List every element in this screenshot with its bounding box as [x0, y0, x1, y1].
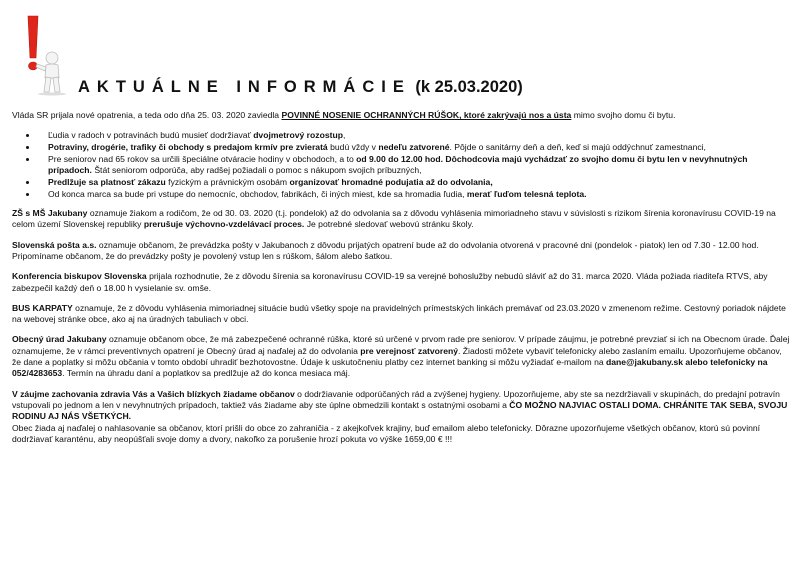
post-name: Slovenská pošta a.s.: [12, 239, 97, 250]
title-date: (k 25.03.2020): [415, 78, 523, 96]
item-text: ,: [342, 130, 346, 141]
exclamation-figure-icon: [22, 14, 72, 96]
office-text-2: . Žiadosti môžete vybaviť telefonicky alebo zaslaním emailu. Upozorňujeme občanov, že dane a poplatky si môžu občania v tomto období uhradiť bezhotovostne. Údaje k uskutočneniu platby cez internet banking si môžu vyžiadať e-mailom na: [12, 345, 782, 368]
bus-text: oznamuje, že z dôvodu vyhlásenia mimoriadnej situácie budú všetky spoje na pravidelných prímestských linkách premávať od 23.03.2020 v zmenenom režime. Cestovný poriadok nájdete na webovej stránke obce, ako aj na úradných tabuliach v obci.: [12, 302, 786, 325]
health-bold-1: V záujme zachovania zdravia Vás a Vašich blízkych žiadame občanov: [12, 388, 295, 399]
health-bold-2: ČO MOŽNO NAJVIAC OSTALI DOMA. CHRÁNITE TAK SEBA, SVOJU RODINU AJ NÁS VŠETKÝCH.: [12, 399, 788, 422]
bishops-name: Konferencia biskupov Slovenska: [12, 271, 147, 282]
intro-text-1: Vláda SR prijala nové opatrenia, a teda odo dňa 25. 03. 2020 zaviedla: [12, 110, 282, 120]
item-text: Štát seniorom odporúča, aby radšej požiadali o pomoc s nákupom svojich príbuzných,: [91, 165, 422, 176]
item-bold: nedeľu zatvorené: [378, 142, 450, 153]
post-paragraph: [12, 240, 790, 263]
item-bold: organizovať hromadné podujatia až do odvolania,: [289, 176, 493, 187]
item-text: budú vždy v: [327, 142, 379, 153]
list-item: [38, 154, 790, 177]
school-paragraph: [12, 208, 790, 231]
bishops-paragraph: [12, 271, 790, 294]
office-contact: dane@jakubany.sk alebo telefonicky na 052/4283653: [12, 357, 768, 379]
item-bold: merať ľuďom telesná teplota.: [466, 188, 587, 199]
school-bold: prerušuje výchovno-vzdelávací proces.: [143, 219, 305, 230]
list-item: [38, 189, 790, 200]
intro-paragraph: [12, 110, 790, 121]
health-paragraph: [12, 389, 790, 445]
measures-list: [12, 130, 790, 200]
item-text: Pre seniorov nad 65 rokov sa určili špeciálne otváracie hodiny v obchodoch, a to: [48, 153, 357, 164]
item-bold: od 9.00 do 12.00 hod. Dôchodcovia majú vychádzať zo svojho domu či bytu len v nevyhnutných prípadoch.: [48, 153, 748, 176]
list-item: [38, 177, 790, 188]
office-name: Obecný úrad Jakubany: [12, 334, 107, 345]
school-text-2: Je potrebné sledovať webovú stránku školy.: [304, 219, 474, 230]
item-bold: dvojmetrový rozostup: [253, 130, 343, 141]
office-text-1: oznamuje občanom obce, že má zabezpečené ochranné rúška, ktoré sú určené v prvom rade pre seniorov. V prípade záujmu, je potrebné prevziať si ich na Obecnom úrade. Ďalej oznamujeme, že v rámci preventívnych opatrení je Obecný úrad aj naďalej až do odvolania: [12, 334, 790, 356]
item-text: Ľudia v radoch v potravinách budú musieť dodržiavať: [48, 130, 254, 141]
school-name: ZŠ s MŠ Jakubany: [12, 208, 88, 219]
intro-highlight: POVINNÉ NOSENIE OCHRANNÝCH RÚŠOK, ktoré zakrývajú nos a ústa: [281, 110, 572, 120]
list-item: [38, 142, 790, 153]
office-text-3: . Termín na úhradu daní a poplatkov sa predlžuje až do konca mesiaca máj.: [62, 368, 351, 379]
office-paragraph: [12, 334, 790, 379]
office-bold: pre verejnosť zatvorený: [360, 345, 459, 356]
item-bold: Potraviny, drogérie, trafiky či obchody s predajom krmív pre zvieratá: [48, 142, 328, 153]
item-text: . Pôjde o sanitárny deň a deň, keď si majú oddýchnuť zamestnanci,: [449, 142, 706, 153]
bus-paragraph: [12, 303, 790, 326]
intro-text-2: mimo svojho domu či bytu.: [571, 110, 676, 120]
item-text: Od konca marca sa bude pri vstupe do nemocníc, obchodov, fabrikách, či iných miest, kde sa hromadia ľudia,: [48, 188, 467, 199]
content: [12, 110, 790, 454]
school-text-1: oznamuje žiakom a rodičom, že od 30. 03. 2020 (t.j. pondelok) až do odvolania sa z dôvodu vyhlásenia mimoriadneho stavu v súvislosti s rizikom šírenia koronavírusu COVID-19 na celom území Slovenskej republiky: [12, 208, 776, 230]
health-text-2: Obec žiada aj naďalej o nahlasovanie sa občanov, ktorí prišli do obce zo zahraničia - z akejkoľvek krajiny, buď emailom alebo telefonicky. Dôrazne upozorňujeme všetkých občanov, ktorú sú povinní dodržiavať karanténu, aby neopúšťali svoje domy a dvory, nakoľko za porušenie hrozí pokuta vo výške 1659,00 € !!!: [12, 422, 761, 444]
health-text-1: o dodržiavanie odporúčaných rád a zvýšenej hygieny. Upozorňujeme, aby ste sa nezdržiavali v skupinách, do predajní potravín vstupovali po jednom a len v nevyhnutných prípadoch, taktiež vás žiadame aby ste úplne obmedzili kontakt s ostatnými osobami a: [12, 388, 780, 410]
list-item: [38, 130, 790, 141]
post-text: oznamuje občanom, že prevádzka pošty v Jakubanoch z dôvodu prijatých opatrení bude až do odvolania otvorená v pracovné dni (pondelok - piatok) len od 7.30 - 12.00 hod. Pripomíname občanom, že do prevádzky pošty je povolený vstup len s rúškom, šálom alebo šatkou.: [12, 239, 759, 261]
page-title: [78, 76, 523, 98]
item-bold: Predlžuje sa platnosť zákazu: [48, 176, 166, 187]
item-text: fyzickým a právnickým osobám: [165, 176, 290, 187]
bishops-text: prijala rozhodnutie, že z dôvodu šírenia sa koronavírusu COVID-19 sa verejné bohoslužby nebudú sláviť až do 31. marca 2020. Vláda požiada riaditeľa RTVS, aby zabezpečil každý deň o 18.00 h vysielanie sv. omše.: [12, 271, 768, 293]
title-text: AKTUÁLNE INFORMÁCIE: [78, 78, 411, 96]
bus-name: BUS KARPATY: [12, 302, 73, 313]
